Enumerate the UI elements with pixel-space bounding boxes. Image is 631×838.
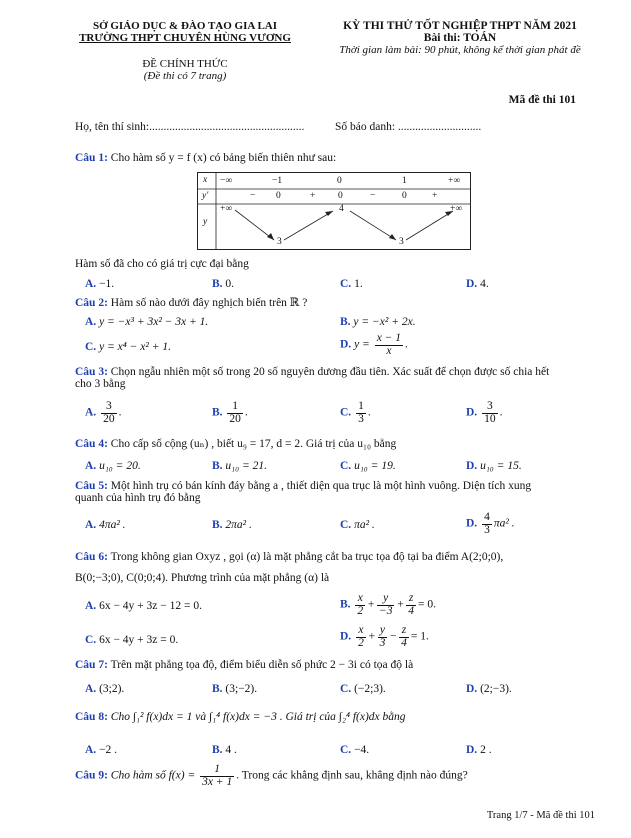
option-c[interactable]: C. y = x⁴ − x² + 1. [85,341,171,353]
option-b[interactable]: B. 2πa² . [212,519,252,531]
derivative-sign: + [432,191,438,201]
question-text-cont: B(0;−3;0), C(0;0;4). Phương trình của mặt phẳng (α) là [75,572,330,584]
x-value: 1 [402,176,407,186]
option-a[interactable]: A. 4πa² . [85,519,126,531]
option-d[interactable]: D. $\frac{3}{10}$ . [466,400,503,425]
option-d[interactable]: D. y = $\frac{x - 1}{x}$ . [340,332,408,357]
question-label: Câu 5: [75,480,108,492]
option-c[interactable]: C. 6x − 4y + 3z = 0. [85,634,179,646]
question-7 [75,659,413,671]
y-value: +∞ [450,204,463,214]
question-label: Câu 7: [75,659,108,671]
option-a[interactable]: A. −2 . [85,744,118,756]
option-c[interactable]: C. $\frac{1}{3}$ . [340,400,371,425]
variation-table [197,172,471,250]
option-b[interactable]: B. 4 . [212,744,237,756]
derivative-sign: + [310,191,316,201]
option-d[interactable]: D. $\frac{x}{2}$ + $\frac{y}{3}$ − $\frac{z}{4}$ = 1. [340,624,429,649]
question-text: Trên mặt phẳng tọa độ, điểm biểu diễn số phức 2 − 3i có tọa độ là [110,659,414,671]
option-a[interactable]: A. (3;2). [85,683,125,695]
derivative-sign: 0 [402,191,407,201]
derivative-sign: 0 [276,191,281,201]
y-value: 3 [277,237,282,247]
derivative-sign: − [250,191,256,201]
question-label: Câu 6: [75,551,108,563]
question-4 [75,436,396,450]
question-3 [75,366,585,390]
question-text: Cho ∫₁² f(x)dx = 1 và ∫₁⁴ f(x)dx = −3 . Giá trị của ∫₂⁴ f(x)dx bằng [110,711,406,723]
department-name: SỞ GIÁO DỤC & ĐÀO TẠO GIA LAI [92,20,278,32]
variation-table-lines [198,173,470,249]
exam-code: Mã đề thi 101 [508,94,576,106]
question-text-cont: quanh của hình trụ đó bằng [75,492,201,504]
x-value: −1 [272,176,283,186]
question-text: Cho hàm số y = f (x) có bảng biến thiên như sau: [110,152,337,164]
question-8 [75,711,406,723]
derivative-sign: 0 [338,191,343,201]
option-c[interactable]: C. 1. [340,278,363,290]
question-1 [75,152,336,164]
fraction: $\frac{1}{3x + 1}$ [202,763,233,788]
question-text: Một hình trụ có bán kính đáy bằng a , thiết diện qua trục là một hình vuông. Diện tích xung [110,480,532,492]
question-text-cont: . Trong các khẳng định sau, khẳng định nào đúng? [236,769,468,782]
school-name: TRƯỜNG THPT CHUYÊN HÙNG VƯƠNG [79,32,291,44]
header-left [60,20,310,82]
option-c[interactable]: C. u₁₀ = 19. [340,460,396,472]
option-c[interactable]: C. πa² . [340,519,375,531]
official-label: ĐỀ CHÍNH THỨC [142,58,228,70]
x-value: 0 [337,176,342,186]
page-count-note: (Đề thi có 7 trang) [143,70,227,82]
option-b[interactable]: B. $\frac{x}{2}$ + $\frac{y}{-3}$ + $\frac{z}{4}$ = 0. [340,592,436,617]
question-label: Câu 3: [75,366,108,378]
question-text: Hàm số nào dưới đây nghịch biến trên ℝ ? [110,297,308,309]
option-c[interactable]: C. (−2;3). [340,683,386,695]
exam-title: KỲ THI THỬ TỐT NGHIỆP THPT NĂM 2021 [343,20,577,32]
y-value: 3 [399,237,404,247]
student-id-field: Số báo danh: ............................. [335,121,482,133]
question-text: Chọn ngẫu nhiên một số trong 20 số nguyên dương đầu tiên. Xác suất để chọn được số chia hết [110,366,550,378]
row-label-y: y [203,217,208,227]
subject: Bài thi: TOÁN [423,32,497,44]
option-d[interactable]: D. u₁₀ = 15. [466,460,522,472]
page-footer: Trang 1/7 - Mã đề thi 101 [486,810,595,821]
option-b[interactable]: B. $\frac{1}{20}$ . [212,400,248,425]
student-name-field: Họ, tên thí sinh:...................................................... [75,121,305,133]
question-1-prompt: Hàm số đã cho có giá trị cực đại bằng [75,258,249,270]
option-c[interactable]: C. −4. [340,744,370,756]
question-label: Câu 2: [75,297,108,309]
option-a[interactable]: A. y = −x³ + 3x² − 3x + 1. [85,316,209,328]
option-b[interactable]: B. 0. [212,278,235,290]
question-label: Câu 9: [75,769,108,782]
time-note: Thời gian làm bài: 90 phút, không kể thời gian phát đề [339,44,581,56]
question-text: Cho hàm số f(x) = [110,769,196,782]
option-a[interactable]: A. −1. [85,278,115,290]
header-right [310,20,610,56]
option-d[interactable]: D. 2 . [466,744,492,756]
option-b[interactable]: B. u₁₀ = 21. [212,460,268,472]
question-text-cont: cho 3 bằng [75,378,126,390]
option-d[interactable]: D. 4. [466,278,489,290]
option-d[interactable]: D. (2;−3). [466,683,512,695]
x-value: +∞ [448,176,461,186]
option-a[interactable]: A. u₁₀ = 20. [85,460,141,472]
y-value: +∞ [220,204,233,214]
question-label: Câu 1: [75,152,108,164]
question-6 [75,547,595,589]
x-value: −∞ [220,176,233,186]
question-label: Câu 8: [75,711,108,723]
question-text: Cho cấp số cộng (uₙ) , biết u₉ = 17, d = 2. Giá trị của u₁₀ bằng [110,438,397,450]
question-label: Câu 4: [75,438,108,450]
derivative-sign: − [370,191,376,201]
row-label-yprime: y′ [202,191,209,201]
question-5 [75,480,595,504]
question-text: Trong không gian Oxyz , gọi (α) là mặt phẳng cắt ba trục tọa độ tại ba điểm A(2;0;0), [110,551,504,563]
question-9 [75,764,468,788]
option-a[interactable]: A. $\frac{3}{20}$ . [85,400,122,425]
row-label-x: x [203,175,208,185]
option-a[interactable]: A. 6x − 4y + 3z − 12 = 0. [85,600,202,612]
y-value: 4 [339,204,344,214]
option-b[interactable]: B. y = −x² + 2x. [340,316,416,328]
option-d[interactable]: D. $\frac{4}{3}$ πa² . [466,511,515,536]
question-2 [75,295,307,309]
option-b[interactable]: B. (3;−2). [212,683,258,695]
